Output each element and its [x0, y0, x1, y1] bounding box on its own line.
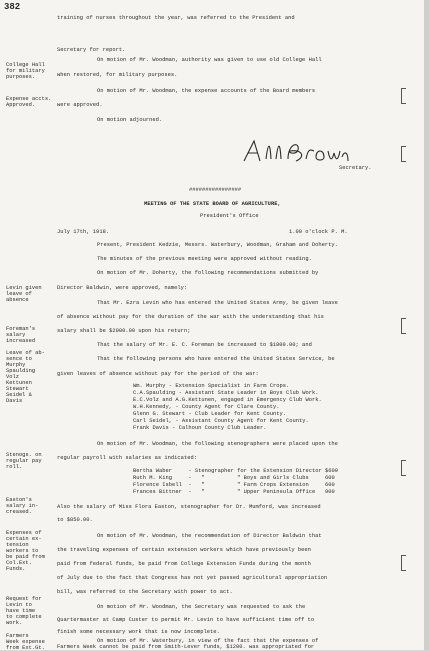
separator-line: ################ [189, 187, 242, 193]
margin-note: Expenses of certain ex- tension workers to be paid from Col.Ext. Funds. [6, 530, 45, 572]
margin-bracket [401, 88, 406, 104]
list-item: E.C.Volz and A.G.Kettunen, engaged in Emergency Club Work. [133, 397, 322, 403]
margin-note: Expense accts. Approved. [6, 96, 52, 108]
text-line: On motion of Mr. Woodman, the recommendation of Director Baldwin that [97, 533, 322, 539]
list-item: Frank Davis - Calhoun County Club Leader. [133, 425, 267, 431]
text-line: Also the salary of Miss Flora Easton, stenographer for Dr. Mumford, was increased [57, 504, 321, 510]
signature-scrawl [240, 137, 350, 167]
text-line: On motion of Mr. Doherty, the following recommendations submitted by [97, 270, 319, 276]
stenographer-row: Bertha Waber - Stenographer for the Extension Director $600 [133, 468, 339, 474]
text-line: That the salary of Mr. E. C. Foreman be increased to $1800.00; and [97, 342, 312, 348]
text-line: of July due to the fact that Congress has not yet passed agricultural appropriation [57, 575, 328, 581]
text-line: were approved. [57, 102, 103, 108]
margin-bracket [401, 318, 406, 334]
meeting-heading: MEETING OF THE STATE BOARD OF AGRICULTURE, [144, 201, 281, 207]
secretary-label: Secretary. [339, 165, 372, 171]
list-item: Glenn G. Stewart - Club Leader for Kent County. [133, 411, 286, 417]
text-line: On motion of Mr. Waterbury, in view of the fact that the expenses of [97, 638, 319, 644]
margin-bracket [401, 555, 406, 571]
text-line: That the following persons who have entered the United States Service, be [97, 356, 335, 362]
margin-note: College Hall for military purposes. [6, 62, 45, 80]
text-line: Farmers Week cannot be paid from Smith-Lever funds, $1200. was appropriated for [57, 644, 315, 650]
list-item: Carl Seidel, - Assistant County Agent for Kent County. [133, 418, 309, 424]
text-line: of absence without pay for the duration of the war with the understanding that his [57, 314, 324, 320]
text-line: bill, was referred to the Secretary with power to act. [57, 589, 233, 595]
list-item: W.H.Kennedy, - County Agent for Clare County. [133, 404, 280, 410]
text-line: given leaves of absence without pay for the period of the war: [57, 371, 259, 377]
text-line: training of nurses throughout the year, was referred to the President and [57, 15, 295, 21]
page-number: 382 [4, 2, 21, 12]
margin-note: Foreman's salary increased [6, 326, 36, 344]
list-item: C.A.Spaulding - Assistant State Leader in Boys Club Work. [133, 390, 319, 396]
margin-bracket [401, 460, 406, 476]
list-item: Wm. Murphy - Extension Specialist in Farm Crops. [133, 383, 290, 389]
text-line: That Mr. Ezra Levin who has entered the United States Army, be given leave [97, 300, 338, 306]
margin-note: Leave of ab- sence to Murphy Spaulding Volz Kettunen Stewart Seidel & Davis [6, 350, 45, 404]
text-line: On motion of Mr. Woodman, the Secretary was requested to ask the [97, 604, 306, 610]
margin-note: Farmers Week expense from Ext.Gt. [6, 633, 45, 651]
meeting-date: July 17th, 1918. [57, 229, 110, 235]
text-line: On motion of Mr. Woodman, the following stenographers were placed upon the [97, 441, 338, 447]
text-line: On motion adjourned. [97, 117, 163, 123]
text-line: On motion of Mr. Woodman, authority was given to use old College Hall [97, 57, 322, 63]
margin-note: Easton's salary in- creased. [6, 497, 39, 515]
signature [240, 137, 410, 172]
text-line: Present, President Kedzie, Messrs. Waterbury, Woodman, Graham and Doherty. [97, 242, 338, 248]
margin-note: Levin given leave of absence [6, 285, 42, 303]
text-line: finish some necessary work that is now incomplete. [57, 629, 220, 635]
text-line: regular payroll with salaries as indicated: [57, 455, 197, 461]
stenographer-row: Frances Bittner - " " Upper Peninsula Office 900 [133, 489, 335, 495]
meeting-location: President's Office [200, 213, 259, 219]
text-line: salary shall be $2000.00 upon his return; [57, 328, 191, 334]
text-line: Quartermaster at Camp Custer to permit Mr. Levin to have sufficient time off to [57, 617, 315, 623]
page-edge [424, 0, 429, 650]
meeting-time: 1.00 o'clock P. M. [289, 229, 348, 235]
stenographer-row: Ruth M. King - " " Boys and Girls Clubs 600 [133, 475, 335, 481]
text-line: paid from federal funds, be paid from College Extension Funds during the month [57, 561, 311, 567]
signature-text: A M Brown [240, 137, 246, 138]
text-line: The minutes of the previous meeting were approved without reading. [97, 256, 312, 262]
stenographer-row: Florence Isbell - " " Farm Crops Extension 600 [133, 482, 335, 488]
text-line: to $850.00. [57, 517, 93, 523]
text-line: Director Baldwin, were approved, namely: [57, 285, 188, 291]
text-line: the traveling expenses of certain extension workers which have previously been [57, 547, 311, 553]
text-line: On motion of Mr. Woodman, the expense accounts of the Board members [97, 88, 316, 94]
margin-note: Stenogs. on regular pay roll. [6, 452, 42, 470]
text-line: when restored, for military purposes. [57, 72, 178, 78]
margin-bracket [401, 146, 406, 162]
margin-note: Request for Levin to have time to complete work. [6, 596, 42, 626]
text-line: Secretary for report. [57, 47, 126, 53]
